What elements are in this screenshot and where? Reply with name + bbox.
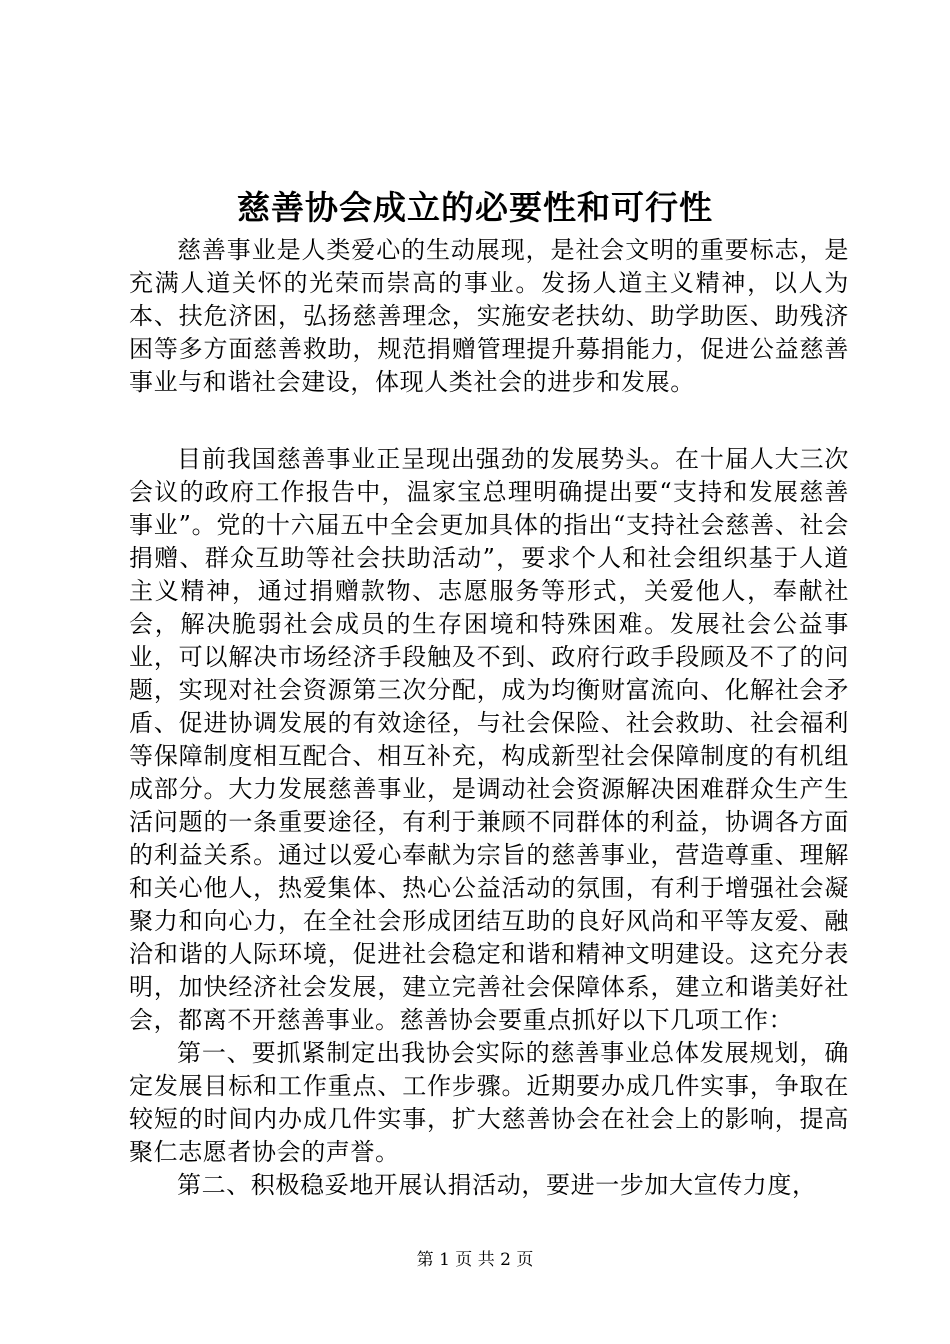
- document-body: [129, 234, 849, 1202]
- document-title: 慈善协会成立的必要性和可行性: [237, 188, 713, 227]
- paragraph-current-status: 目前我国慈善事业正呈现出强劲的发展势头。在十届人大三次会议的政府工作报告中，温家宝总理明确提出要“支持和发展慈善事业”。党的十六届五中全会更加具体的指出“支持社会慈善、社会捐赠、群众互助等社会扶助活动”，要求个人和社会组织基于人道主义精神，通过捐赠款物、志愿服务等形式，关爱他人，奉献社会，解决脆弱社会成员的生存困境和特殊困难。发展社会公益事业，可以解决市场经济手段触及不到、政府行政手段顾及不了的问题，实现对社会资源第三次分配，成为均衡财富流向、化解社会矛盾、促进协调发展的有效途径，与社会保险、社会救助、社会福利等保障制度相互配合、相互补充，构成新型社会保障制度的有机组成部分。大力发展慈善事业，是调动社会资源解决困难群众生产生活问题的一条重要途径，有利于兼顾不同群体的利益，协调各方面的利益关系。通过以爱心奉献为宗旨的慈善事业，营造尊重、理解和关心他人，热爱集体、热心公益活动的氛围，有利于增强社会凝聚力和向心力，在全社会形成团结互助的良好风尚和平等友爱、融洽和谐的人际环境，促进社会稳定和谐和精神文明建设。这充分表明，加快经济社会发展，建立完善社会保障体系，建立和谐美好社会，都离不开慈善事业。慈善协会要重点抓好以下几项工作：: [129, 445, 849, 1034]
- page-footer: 第 1 页 共 2 页: [416, 1250, 534, 1270]
- paragraph-task-one: 第一、要抓紧制定出我协会实际的慈善事业总体发展规划，确定发展目标和工作重点、工作步骤。近期要办成几件实事，争取在较短的时间内办成几件实事，扩大慈善协会在社会上的影响，提高聚仁志愿者协会的声誉。: [129, 1039, 849, 1166]
- paragraph-intro: 慈善事业是人类爱心的生动展现，是社会文明的重要标志，是充满人道关怀的光荣而崇高的事业。发扬人道主义精神，以人为本、扶危济困，弘扬慈善理念，实施安老扶幼、助学助医、助残济困等多方面慈善救助，规范捐赠管理提升募捐能力，促进公益慈善事业与和谐社会建设，体现人类社会的进步和发展。: [129, 236, 849, 396]
- paragraph-task-two: 第二、积极稳妥地开展认捐活动，要进一步加大宣传力度，: [177, 1171, 817, 1199]
